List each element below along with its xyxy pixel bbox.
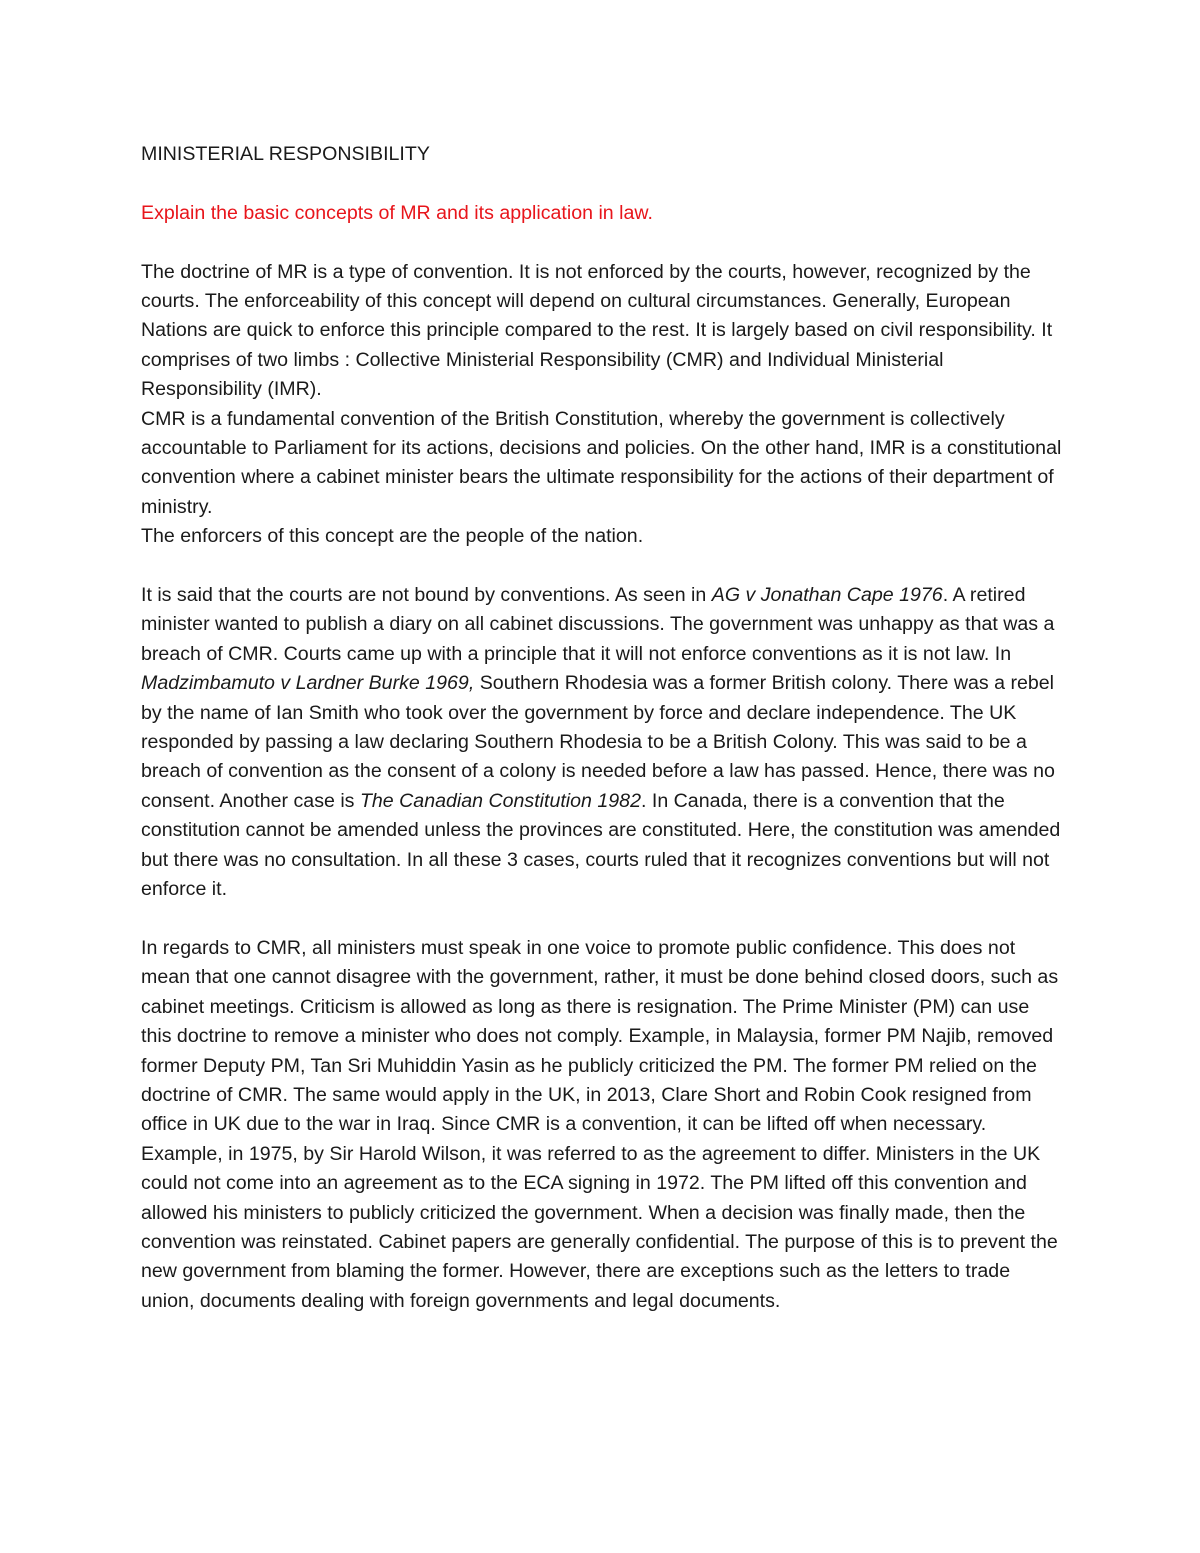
- document-title: MINISTERIAL RESPONSIBILITY: [141, 143, 430, 165]
- paragraph-doctrine-intro: The doctrine of MR is a type of convention. It is not enforced by the courts, however, recognized by the courts. The enforceability of this concept will depend on cultural circumstances. Generally, European Nations are quick to enforce this principle compared to the rest. It is largely based on civil responsibility. It comprises of two limbs : Collective Ministerial Responsibility (CMR) and Individual Ministerial Responsibility (IMR).: [141, 260, 1053, 401]
- case-name-canadian-constitution: The Canadian Constitution 1982: [359, 789, 641, 812]
- text-run: . A retired minister wanted to publish a diary on all cabinet discussions. The government was unhappy as that was a breach of CMR. Courts came up with a principle that it will not enforce conventions as it is not law. In: [141, 584, 1055, 665]
- case-name-ag-v-jonathan-cape: AG v Jonathan Cape 1976: [711, 584, 943, 607]
- document-page: [141, 140, 1065, 1316]
- spacer: [141, 228, 1065, 257]
- spacer: [141, 169, 1065, 198]
- paragraph-court-cases: [141, 581, 1065, 904]
- paragraph-enforcers: The enforcers of this concept are the people of the nation.: [141, 525, 644, 548]
- paragraph-cmr-imr-definition: CMR is a fundamental convention of the British Constitution, whereby the government is collectively accountable to Parliament for its actions, decisions and policies. On the other hand, IMR is a constitutional convention where a cabinet minister bears the ultimate responsibility for the actions of their department of ministry.: [141, 407, 1062, 518]
- text-run: It is said that the courts are not bound by conventions. As seen in: [141, 584, 712, 607]
- case-name-madzimbamuto: Madzimbamuto v Lardner Burke 1969,: [141, 672, 475, 695]
- spacer: [141, 905, 1065, 934]
- text-run: . In Canada, there is a convention that the constitution cannot be amended unless the provinces are constituted. Here, the constitution was amended but there was no consultation. In all these 3 cases, courts ruled that it recognizes conventions but will not enforce it.: [141, 789, 1061, 901]
- spacer: [141, 552, 1065, 581]
- paragraph-cmr-application: In regards to CMR, all ministers must speak in one voice to promote public confidence. This does not mean that one cannot disagree with the government, rather, it must be done behind closed doors, such as cabinet meetings. Criticism is allowed as long as there is resignation. The Prime Minister (PM) can use this doctrine to remove a minister who does not comply. Example, in Malaysia, former PM Najib, removed former Deputy PM, Tan Sri Muhiddin Yasin as he publicly criticized the PM. The former PM relied on the doctrine of CMR. The same would apply in the UK, in 2013, Clare Short and Robin Cook resigned from office in UK due to the war in Iraq. Since CMR is a convention, it can be lifted off when necessary. Example, in 1975, by Sir Harold Wilson, it was referred to as the agreement to differ. Ministers in the UK could not come into an agreement as to the ECA signing in 1972. The PM lifted off this convention and allowed his ministers to publicly criticized the government. When a decision was finally made, then the convention was reinstated. Cabinet papers are generally confidential. The purpose of this is to prevent the new government from blaming the former. However, there are exceptions such as the letters to trade union, documents dealing with foreign governments and legal documents.: [141, 936, 1059, 1312]
- text-run: Southern Rhodesia was a former British colony. There was a rebel by the name of Ian Smith who took over the government by force and declare independence. The UK responded by passing a law declaring Southern Rhodesia to be a British Colony. This was said to be a breach of convention as the consent of a colony is needed before a law has passed. Hence, there was no consent. Another case is: [141, 672, 1055, 812]
- question-heading: Explain the basic concepts of MR and its application in law.: [141, 201, 653, 224]
